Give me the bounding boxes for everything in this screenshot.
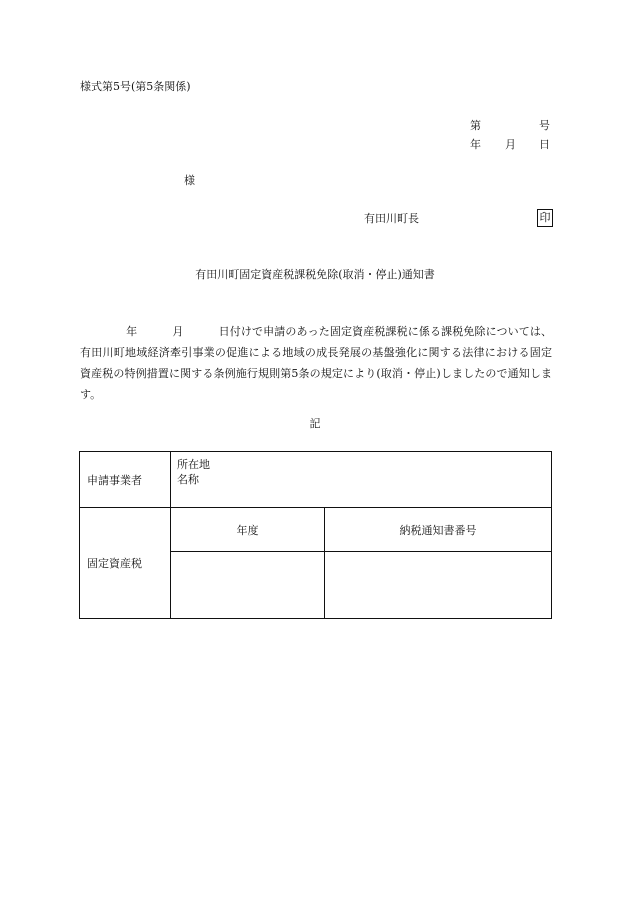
tax-header-row xyxy=(80,508,552,552)
tax-label: 固定資産税 xyxy=(80,508,171,619)
notice-number-column-header: 納税通知書番号 xyxy=(325,508,552,552)
document-title: 有田川町固定資産税課税免除(取消・停止)通知書 xyxy=(195,268,435,281)
seal-box: 印 xyxy=(537,209,553,227)
body-month: 月 xyxy=(172,325,184,338)
applicant-label: 申請事業者 xyxy=(80,452,171,508)
year-column-header: 年度 xyxy=(171,508,325,552)
body-text: 日付けで申請のあった固定資産税課税に係る課税免除については、有田川町地域経済牽引事業の促進による地域の成長発展の基盤強化に関する法律における固定資産税の特例措置に関する条例施行規則第5条の規定により(取消・停止)しましたので通知します。 xyxy=(80,325,553,401)
notice-number-value-cell xyxy=(325,552,552,619)
doc-number-suffix: 号 xyxy=(539,119,550,132)
form-label: 様式第5号(第5条関係) xyxy=(80,80,191,93)
issuer-name: 有田川町長 xyxy=(364,212,419,225)
doc-number-prefix: 第 xyxy=(470,119,481,132)
info-table xyxy=(79,451,552,619)
address-label: 所在地 xyxy=(177,458,210,471)
date-month: 月 xyxy=(505,138,516,151)
applicant-row xyxy=(80,452,552,508)
date-year: 年 xyxy=(470,138,481,151)
applicant-details xyxy=(171,452,552,508)
name-label: 名称 xyxy=(177,473,199,486)
date-day: 日 xyxy=(539,138,550,151)
year-value-cell xyxy=(171,552,325,619)
body-paragraph xyxy=(80,321,552,405)
body-year: 年 xyxy=(126,325,138,338)
addressee-honorific: 様 xyxy=(184,174,195,187)
ki-heading: 記 xyxy=(309,417,321,430)
